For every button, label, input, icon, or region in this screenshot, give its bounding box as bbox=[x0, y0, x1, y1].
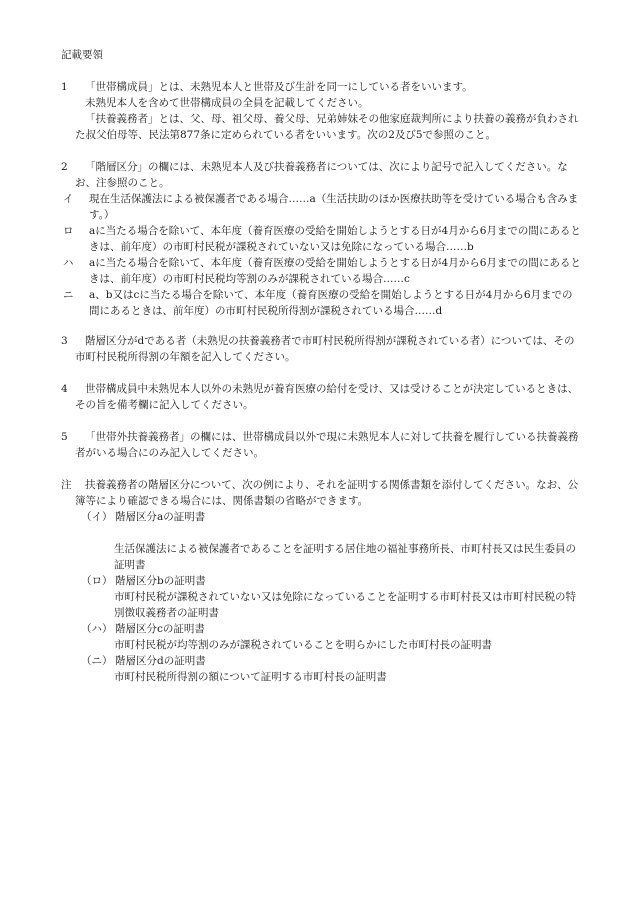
section-number: 1 bbox=[61, 81, 68, 93]
cert-description bbox=[114, 637, 581, 653]
cert-marker: （ハ） bbox=[81, 623, 113, 635]
section-number: 4 bbox=[61, 383, 68, 395]
section-text: 「階層区分」の欄には、未熟児本人及び扶養義務者については、次により記号で記入してください。なお、注参照のこと。 bbox=[75, 161, 568, 189]
cert-marker: （イ） bbox=[81, 511, 113, 523]
cert-description bbox=[114, 525, 581, 573]
section-number: 2 bbox=[61, 161, 68, 173]
section-text: 階層区分がdである者（未熟児の扶養義務者で市町村民税所得割が課税されている者）については、その市町村民税所得割の年額を記入してください。 bbox=[75, 335, 575, 363]
list-marker: イ bbox=[63, 193, 74, 205]
document-title: 記載要領 bbox=[61, 49, 103, 61]
section-1 bbox=[61, 79, 581, 143]
list-item-text: 現在生活保護法による被保護者である場合……a（生活扶助のほか医療扶助等を受けている場合も含みます。） bbox=[89, 193, 579, 221]
section-3 bbox=[61, 333, 581, 365]
list-item-text: aに当たる場合を除いて、本年度（養育医療の受給を開始しようとする日が4月から6月までの間にあるときは、前年度）の市町村民税均等割のみが課税されている場合……c bbox=[89, 257, 581, 285]
cert-marker: （ニ） bbox=[81, 655, 113, 667]
section-text: 世帯構成員中未熟児本人以外の未熟児が養育医療の給付を受け、又は受けることが決定しているときは、その旨を備考欄に記入してください。 bbox=[75, 383, 579, 411]
section-number: 5 bbox=[61, 431, 68, 443]
cert-text: 市町村民税が均等割のみが課税されていることを明らかにした市町村長の証明書 bbox=[114, 639, 492, 651]
cert-title: 階層区分aの証明書 bbox=[115, 511, 206, 523]
list-item-text: a、b又はcに当たる場合を除いて、本年度（養育医療の受給を開始しようとする日が4月から6月までの間にあるときは、前年度）の市町村民税所得割が課税されている場合……d bbox=[89, 289, 573, 317]
list-item bbox=[61, 255, 581, 287]
list-item bbox=[61, 287, 581, 319]
note-section bbox=[61, 477, 581, 685]
section-2 bbox=[61, 159, 581, 319]
list-marker: ニ bbox=[63, 289, 74, 301]
cert-title: 階層区分bの証明書 bbox=[115, 575, 206, 587]
cert-marker: （ロ） bbox=[81, 575, 113, 587]
section-number: 3 bbox=[61, 335, 68, 347]
section-text: 未熟児本人を含めて世帯構成員の全員を記載してください。 bbox=[85, 97, 369, 109]
note-text: 扶養義務者の階層区分について、次の例により、それを証明する関係書類を添付してください。なお、公簿等により確認できる場合には、関係書類の省略ができます。 bbox=[75, 479, 579, 507]
list-item bbox=[61, 191, 581, 223]
list-item bbox=[61, 223, 581, 255]
list-marker: ハ bbox=[63, 257, 74, 269]
cert-title: 階層区分cの証明書 bbox=[115, 623, 205, 635]
note-marker: 注 bbox=[61, 479, 72, 491]
list-marker: ロ bbox=[63, 225, 74, 237]
section-5 bbox=[61, 429, 581, 461]
list-item-text: aに当たる場合を除いて、本年度（養育医療の受給を開始しようとする日が4月から6月までの間にあるときは、前年度）の市町村民税が課税されていない又は免除になっている場合……b bbox=[89, 225, 581, 253]
cert-text: 生活保護法による被保護者であることを証明する居住地の福祉事務所長、市町村長又は民生委員の証明書 bbox=[114, 543, 576, 571]
section-text: 「世帯外扶養義務者」の欄には、世帯構成員以外で現に未熟児本人に対して扶養を履行している扶養義務者がいる場合にのみ記入してください。 bbox=[75, 431, 579, 459]
section-text: 「扶養義務者」とは、父、母、祖父母、養父母、兄弟姉妹その他家庭裁判所により扶養の義務が負わされた叔父伯母等、民法第877条に定められている者をいいます。次の2及び5で参照のこと。 bbox=[75, 113, 579, 141]
cert-description bbox=[114, 589, 581, 621]
cert-heading bbox=[81, 653, 581, 669]
cert-heading bbox=[81, 509, 581, 525]
cert-heading bbox=[81, 573, 581, 589]
section-4 bbox=[61, 381, 581, 413]
cert-heading bbox=[81, 621, 581, 637]
cert-description bbox=[114, 669, 581, 685]
cert-text: 市町村民税が課税されていない又は免除になっていることを証明する市町村長又は市町村民税の特別徴収義務者の証明書 bbox=[114, 591, 576, 619]
section-text: 「世帯構成員」とは、未熟児本人と世帯及び生計を同一にしている者をいいます。 bbox=[85, 81, 473, 93]
cert-text: 市町村民税所得割の額について証明する市町村長の証明書 bbox=[114, 671, 387, 683]
cert-title: 階層区分dの証明書 bbox=[115, 655, 206, 667]
